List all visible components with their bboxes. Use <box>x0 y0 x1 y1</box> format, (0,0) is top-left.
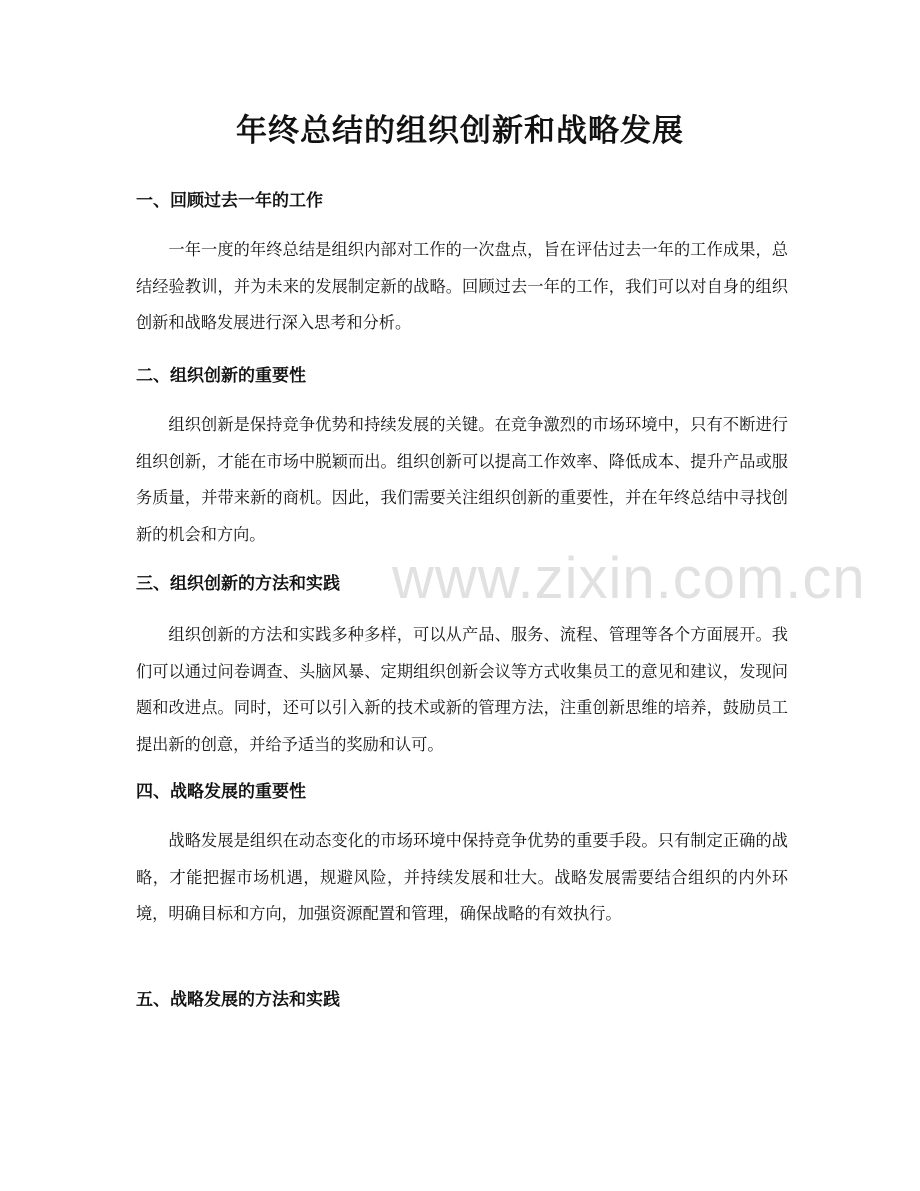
document-title: 年终总结的组织创新和战略发展 <box>236 113 684 149</box>
section-paragraph-1: 一年一度的年终总结是组织内部对工作的一次盘点，旨在评估过去一年的工作成果，总结经验教训，并为未来的发展制定新的战略。回顾过去一年的工作，我们可以对自身的组织创新和战略发展进行深入思考和分析。 <box>136 240 788 332</box>
section-heading-5: 五、战略发展的方法和实践 <box>136 990 340 1010</box>
section-heading-4: 四、战略发展的重要性 <box>136 782 306 802</box>
section-paragraph-3: 组织创新的方法和实践多种多样，可以从产品、服务、流程、管理等各个方面展开。我们可以通过问卷调查、头脑风暴、定期组织创新会议等方式收集员工的意见和建议，发现问题和改进点。同时，还可以引入新的技术或新的管理方法，注重创新思维的培养，鼓励员工提出新的创意，并给予适当的奖励和认可。 <box>136 625 788 754</box>
section-paragraph-2: 组织创新是保持竞争优势和持续发展的关键。在竞争激烈的市场环境中，只有不断进行组织创新，才能在市场中脱颖而出。组织创新可以提高工作效率、降低成本、提升产品或服务质量，并带来新的商机。因此，我们需要关注组织创新的重要性，并在年终总结中寻找创新的机会和方向。 <box>136 415 788 544</box>
section-heading-3: 三、组织创新的方法和实践 <box>136 574 340 594</box>
section-paragraph-4: 战略发展是组织在动态变化的市场环境中保持竞争优势的重要手段。只有制定正确的战略，才能把握市场机遇，规避风险，并持续发展和壮大。战略发展需要结合组织的内外环境，明确目标和方向，加强资源配置和管理，确保战略的有效执行。 <box>136 831 788 923</box>
section-heading-1: 一、回顾过去一年的工作 <box>136 191 323 211</box>
watermark: www.zixin.com.cn <box>392 546 866 611</box>
section-heading-2: 二、组织创新的重要性 <box>136 366 306 386</box>
